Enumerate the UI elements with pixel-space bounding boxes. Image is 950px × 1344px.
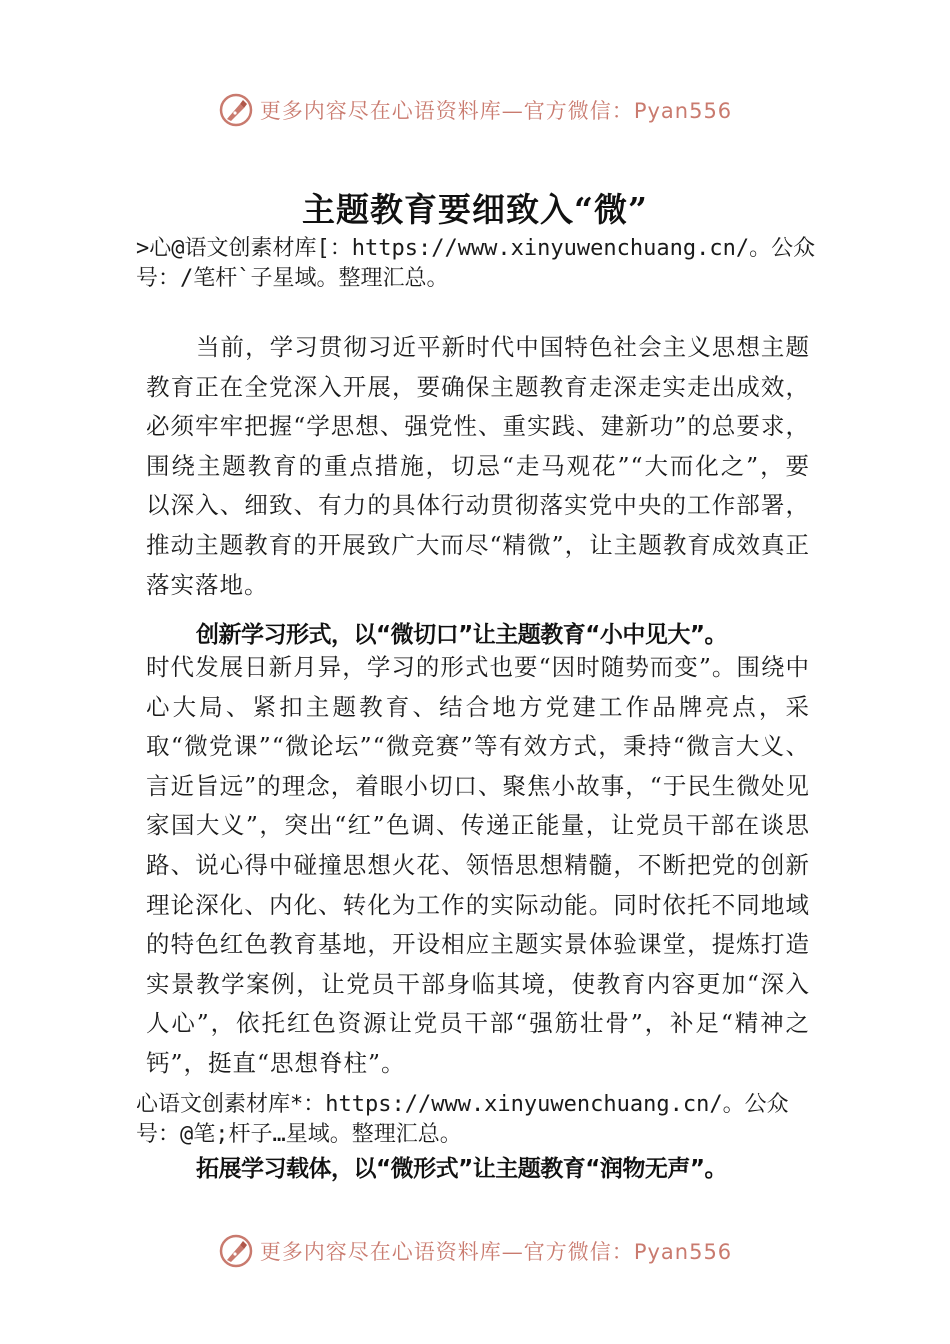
body-paragraph: 时代发展日新月异，学习的形式也要“因时随势而变”。围绕中心大局、紧扣主题教育、结合地方党建工作品牌亮点，采取“微党课”“微论坛”“微竞赛”等有效方式，秉持“微言大义、言近旨远”的理念，着眼小切口、聚焦小故事，“于民生微处见家国大义”，突出“红”色调、传递正能量，让党员干部在谈思路、说心得中碰撞思想火花、领悟思想精髓，不断把党的创新理论深化、内化、转化为工作的实际动能。同时依托不同地域的特色红色教育基地，开设相应主题实景体验课堂，提炼打造实景教学案例，让党员干部身临其境，使教育内容更加“深入人心”，依托红色资源让党员干部“强筋壮骨”，补足“精神之钙”，挺直“思想脊柱”。 <box>146 653 810 1077</box>
document-title: 主题教育要细致入“微” <box>302 190 648 229</box>
footer-watermark-banner <box>0 1233 950 1269</box>
source-note: >心@语文创素材库[：https://www.xinyuwenchuang.cn/。公众号：/笔杆`子星域。整理汇总。 <box>136 236 816 291</box>
wechat-id: Pyan556 <box>633 1240 733 1264</box>
watermark-text: 更多内容尽在心语资料库—官方微信：Pyan556 <box>259 99 733 123</box>
intro-paragraph: 当前，学习贯彻习近平新时代中国特色社会主义思想主题教育正在全党深入开展，要确保主题教育走深走实走出成效，必须牢牢把握“学思想、强党性、重实践、建新功”的总要求，围绕主题教育的重点措施，切忌“走马观花”“大而化之”，要以深入、细致、有力的具体行动贯彻落实党中央的工作部署，推动主题教育的开展致广大而尽“精微”，让主题教育成效真正落实落地。 <box>146 333 810 599</box>
watermark-text: 更多内容尽在心语资料库—官方微信：Pyan556 <box>259 1240 733 1264</box>
header-watermark-banner <box>0 92 950 128</box>
source-note-2: 心语文创素材库*：https://www.xinyuwenchuang.cn/。公众号：@笔;杆子…星域。整理汇总。 <box>136 1092 789 1147</box>
pen-nib-logo-icon <box>218 1233 254 1269</box>
wechat-id: Pyan556 <box>633 99 733 123</box>
section-heading: 创新学习形式，以“微切口”让主题教育“小中见大”。 <box>196 622 727 648</box>
pen-nib-logo-icon <box>218 92 254 128</box>
section-heading-2: 拓展学习载体，以“微形式”让主题教育“润物无声”。 <box>196 1156 727 1182</box>
